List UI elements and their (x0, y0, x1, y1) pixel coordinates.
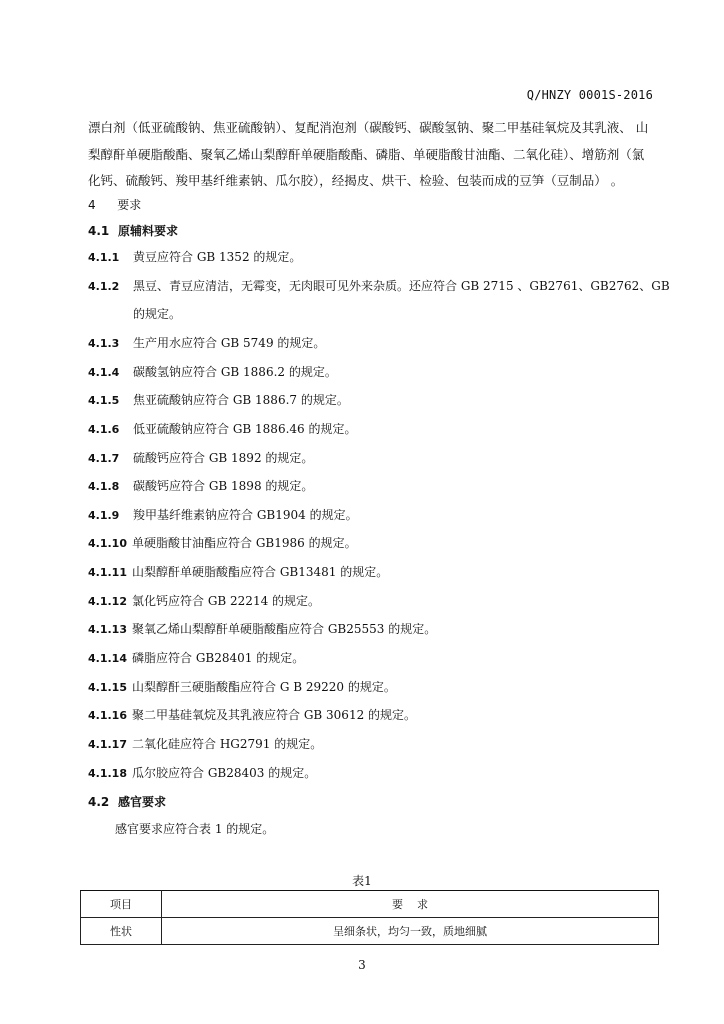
table-header-cell: 要 求 (162, 891, 659, 918)
item-text: 磷脂应符合 GB28401 的规定。 (132, 651, 305, 665)
table-cell: 性状 (81, 918, 162, 945)
item-text: 瓜尔胶应符合 GB28403 的规定。 (132, 766, 317, 780)
list-item (88, 534, 357, 551)
intro-line: 漂白剂（低亚硫酸钠、焦亚硫酸钠）、复配消泡剂（碳酸钙、碳酸氢钠、聚二甲基硅氧烷及其乳液、 山 (88, 120, 649, 135)
item-number: 4.1.9 (88, 509, 120, 522)
item-number: 4.1.1 (88, 251, 120, 264)
list-item (88, 678, 396, 695)
item-number: 4.1.13 (88, 623, 127, 636)
list-item (88, 391, 349, 408)
section-title: 感官要求 (118, 795, 167, 809)
item-text: 碳酸氢钠应符合 GB 1886.2 的规定。 (133, 365, 337, 379)
item-text: 碳酸钙应符合 GB 1898 的规定。 (133, 479, 314, 493)
list-item (88, 363, 337, 380)
item-text: 低亚硫酸钠应符合 GB 1886.46 的规定。 (133, 422, 357, 436)
item-text: 聚二甲基硅氧烷及其乳液应符合 GB 30612 的规定。 (132, 708, 417, 722)
intro-paragraph (88, 115, 658, 195)
item-number: 4.1.8 (88, 480, 120, 493)
list-item (88, 248, 301, 265)
item-text: 聚氧乙烯山梨醇酐单硬脂酸酯应符合 GB25553 的规定。 (132, 622, 437, 636)
item-text: 黄豆应符合 GB 1352 的规定。 (133, 250, 302, 264)
list-item (88, 563, 388, 580)
list-item (88, 620, 436, 637)
table-header-row (81, 891, 659, 918)
section-4-2-heading (88, 793, 166, 810)
intro-line: 化钙、硫酸钙、羧甲基纤维素钠、瓜尔胶），经揭皮、烘干、检验、包装而成的豆笋（豆制品） 。 (88, 173, 624, 188)
sensory-requirements-table (80, 890, 659, 945)
intro-line: 梨醇酐单硬脂酸酯、聚氧乙烯山梨醇酐单硬脂酸酯、磷脂、单硬脂酸甘油酯、二氧化硅）、增筋剂（氯 (88, 146, 645, 162)
item-text: 单硬脂酸甘油酯应符合 GB1986 的规定。 (132, 536, 357, 550)
item-text: 山梨醇酐三硬脂酸酯应符合 G B 29220 的规定。 (132, 680, 396, 694)
doc-code: Q/HNZY 0001S-2016 (526, 88, 653, 102)
list-item (88, 592, 320, 609)
item-number: 4.1.14 (88, 652, 127, 665)
table-row (81, 918, 659, 945)
item-number: 4.1.15 (88, 681, 127, 694)
item-number: 4.1.6 (88, 423, 120, 436)
list-item (88, 449, 313, 466)
item-text: 羧甲基纤维素钠应符合 GB1904 的规定。 (133, 508, 358, 522)
section-number: 4.2 (88, 795, 110, 809)
list-item (88, 764, 316, 781)
list-item (88, 334, 325, 351)
item-text: 山梨醇酐单硬脂酸酯应符合 GB13481 的规定。 (132, 565, 389, 579)
section-4-2-body: 感官要求应符合表 1 的规定。 (115, 822, 275, 836)
list-item (88, 277, 670, 294)
item-number: 4.1.5 (88, 394, 120, 407)
section-4-heading (88, 196, 141, 213)
item-number: 4.1.3 (88, 337, 120, 350)
item-number: 4.1.11 (88, 566, 127, 579)
list-item (88, 420, 356, 437)
section-4-1-heading (88, 222, 178, 239)
item-number: 4.1.17 (88, 738, 127, 751)
list-item (88, 649, 304, 666)
item-text: 黑豆、青豆应清洁，无霉变，无肉眼可见外来杂质。还应符合 GB 2715 、GB2761、GB2762、GB (133, 279, 670, 293)
table-caption: 表1 (352, 874, 372, 888)
item-number: 4.1.4 (88, 366, 120, 379)
table-cell: 呈细条状，均匀一致，质地细腻 (162, 918, 659, 945)
item-text: 二氧化硅应符合 HG2791 的规定。 (132, 737, 323, 751)
item-number: 4.1.7 (88, 452, 120, 465)
section-title: 原辅料要求 (118, 224, 179, 238)
item-number: 4.1.18 (88, 767, 127, 780)
item-text: 生产用水应符合 GB 5749 的规定。 (133, 336, 326, 350)
list-item (88, 477, 313, 494)
item-number: 4.1.2 (88, 280, 120, 293)
item-number: 4.1.16 (88, 709, 127, 722)
item-text: 氯化钙应符合 GB 22214 的规定。 (132, 594, 321, 608)
section-number: 4.1 (88, 224, 110, 238)
item-number: 4.1.12 (88, 595, 127, 608)
item-text: 焦亚硫酸钠应符合 GB 1886.7 的规定。 (133, 393, 349, 407)
item-text: 硫酸钙应符合 GB 1892 的规定。 (133, 451, 314, 465)
item-text-continued: 的规定。 (133, 307, 182, 321)
table-header-cell: 项目 (81, 891, 162, 918)
list-item (88, 735, 322, 752)
item-number: 4.1.10 (88, 537, 127, 550)
section-number: 4 (88, 198, 96, 212)
page-number: 3 (358, 958, 366, 972)
list-item (88, 506, 358, 523)
section-title: 要求 (117, 198, 142, 212)
list-item (88, 706, 416, 723)
